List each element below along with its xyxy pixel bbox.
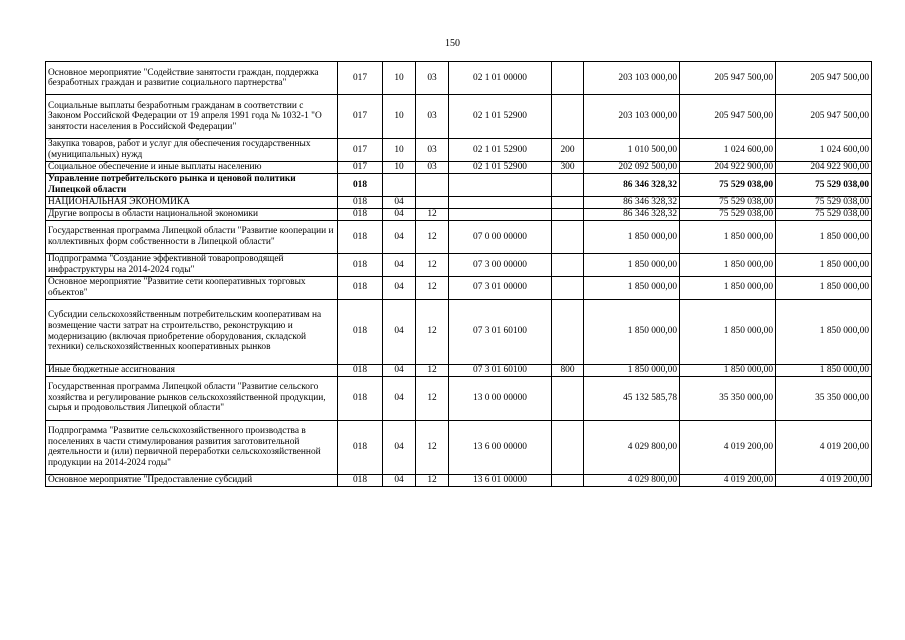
cell-sum-year1: 45 132 585,78 — [584, 376, 680, 420]
cell-grbs: 018 — [338, 220, 383, 253]
cell-target-article: 07 3 01 60100 — [449, 299, 552, 364]
cell-sum-year2: 75 529 038,00 — [680, 208, 776, 220]
cell-subsection: 12 — [416, 299, 449, 364]
cell-sum-year2: 1 850 000,00 — [680, 299, 776, 364]
cell-sum-year3: 205 947 500,00 — [776, 95, 872, 139]
cell-sum-year1: 202 092 500,00 — [584, 161, 680, 173]
budget-table — [45, 61, 872, 487]
cell-grbs: 017 — [338, 95, 383, 139]
cell-sum-year1: 1 850 000,00 — [584, 299, 680, 364]
cell-subsection: 03 — [416, 95, 449, 139]
cell-expense-type — [552, 254, 584, 277]
cell-section — [383, 173, 416, 196]
cell-sum-year2: 1 850 000,00 — [680, 254, 776, 277]
cell-name: Основное мероприятие "Содействие занятости граждан, поддержка безработных граждан и развитие социального партнерства" — [46, 62, 338, 95]
cell-sum-year3: 1 850 000,00 — [776, 364, 872, 376]
cell-target-article: 07 0 00 00000 — [449, 220, 552, 253]
cell-section: 04 — [383, 220, 416, 253]
cell-section: 10 — [383, 95, 416, 139]
cell-expense-type — [552, 420, 584, 475]
cell-sum-year1: 203 103 000,00 — [584, 62, 680, 95]
cell-target-article — [449, 173, 552, 196]
cell-sum-year3: 4 019 200,00 — [776, 475, 872, 487]
cell-sum-year1: 4 029 800,00 — [584, 475, 680, 487]
cell-name: Социальное обеспечение и иные выплаты населению — [46, 161, 338, 173]
cell-target-article — [449, 208, 552, 220]
cell-sum-year3: 1 024 600,00 — [776, 139, 872, 162]
cell-expense-type — [552, 220, 584, 253]
table-row — [46, 420, 872, 475]
table-row — [46, 299, 872, 364]
cell-name: Основное мероприятие "Развитие сети кооперативных торговых объектов" — [46, 276, 338, 299]
cell-expense-type: 300 — [552, 161, 584, 173]
cell-expense-type — [552, 376, 584, 420]
cell-grbs: 018 — [338, 364, 383, 376]
cell-grbs: 018 — [338, 376, 383, 420]
cell-expense-type — [552, 62, 584, 95]
cell-sum-year2: 4 019 200,00 — [680, 420, 776, 475]
cell-section: 04 — [383, 475, 416, 487]
cell-sum-year2: 1 850 000,00 — [680, 276, 776, 299]
cell-subsection: 03 — [416, 62, 449, 95]
cell-sum-year1: 203 103 000,00 — [584, 95, 680, 139]
cell-sum-year2: 204 922 900,00 — [680, 161, 776, 173]
table-row — [46, 208, 872, 220]
cell-grbs: 018 — [338, 254, 383, 277]
cell-sum-year1: 1 850 000,00 — [584, 220, 680, 253]
cell-grbs: 017 — [338, 161, 383, 173]
cell-expense-type — [552, 208, 584, 220]
cell-target-article: 13 0 00 00000 — [449, 376, 552, 420]
cell-target-article: 02 1 01 52900 — [449, 95, 552, 139]
cell-sum-year2: 1 850 000,00 — [680, 220, 776, 253]
cell-subsection: 12 — [416, 475, 449, 487]
cell-section: 10 — [383, 161, 416, 173]
cell-subsection — [416, 196, 449, 208]
cell-sum-year1: 1 850 000,00 — [584, 276, 680, 299]
cell-expense-type — [552, 95, 584, 139]
cell-subsection: 12 — [416, 208, 449, 220]
table-row — [46, 376, 872, 420]
cell-sum-year2: 205 947 500,00 — [680, 62, 776, 95]
cell-sum-year3: 75 529 038,00 — [776, 208, 872, 220]
cell-name: Закупка товаров, работ и услуг для обеспечения государственных (муниципальных) нужд — [46, 139, 338, 162]
cell-subsection: 12 — [416, 420, 449, 475]
cell-sum-year1: 1 850 000,00 — [584, 364, 680, 376]
cell-subsection: 12 — [416, 364, 449, 376]
cell-name: Управление потребительского рынка и ценовой политики Липецкой области — [46, 173, 338, 196]
cell-grbs: 018 — [338, 208, 383, 220]
table-row — [46, 475, 872, 487]
cell-section: 04 — [383, 364, 416, 376]
cell-sum-year1: 1 010 500,00 — [584, 139, 680, 162]
table-row — [46, 276, 872, 299]
cell-sum-year1: 86 346 328,32 — [584, 208, 680, 220]
cell-subsection: 12 — [416, 376, 449, 420]
cell-sum-year3: 205 947 500,00 — [776, 62, 872, 95]
cell-section: 04 — [383, 420, 416, 475]
table-row — [46, 139, 872, 162]
cell-grbs: 017 — [338, 62, 383, 95]
cell-target-article: 02 1 01 00000 — [449, 62, 552, 95]
cell-expense-type — [552, 173, 584, 196]
cell-sum-year2: 1 024 600,00 — [680, 139, 776, 162]
cell-sum-year1: 86 346 328,32 — [584, 196, 680, 208]
cell-expense-type — [552, 299, 584, 364]
budget-table-body — [46, 62, 872, 487]
cell-grbs: 018 — [338, 173, 383, 196]
cell-section: 04 — [383, 208, 416, 220]
cell-sum-year1: 1 850 000,00 — [584, 254, 680, 277]
cell-name: Иные бюджетные ассигнования — [46, 364, 338, 376]
cell-name: НАЦИОНАЛЬНАЯ ЭКОНОМИКА — [46, 196, 338, 208]
cell-grbs: 018 — [338, 276, 383, 299]
cell-section: 04 — [383, 196, 416, 208]
table-row — [46, 62, 872, 95]
cell-name: Подпрограмма "Развитие сельскохозяйственного производства в поселениях в части стимулирования развития заготовительной деятельности и (или) первичной переработки сельскохозяйственной продукции на 2014-2024 годы" — [46, 420, 338, 475]
cell-sum-year3: 1 850 000,00 — [776, 254, 872, 277]
cell-subsection: 03 — [416, 161, 449, 173]
cell-section: 04 — [383, 376, 416, 420]
cell-expense-type — [552, 196, 584, 208]
cell-sum-year2: 35 350 000,00 — [680, 376, 776, 420]
cell-sum-year2: 4 019 200,00 — [680, 475, 776, 487]
cell-target-article: 13 6 00 00000 — [449, 420, 552, 475]
cell-expense-type — [552, 276, 584, 299]
cell-target-article — [449, 196, 552, 208]
cell-sum-year3: 75 529 038,00 — [776, 196, 872, 208]
cell-sum-year2: 75 529 038,00 — [680, 196, 776, 208]
cell-name: Основное мероприятие "Предоставление субсидий — [46, 475, 338, 487]
cell-target-article: 07 3 00 00000 — [449, 254, 552, 277]
cell-target-article: 13 6 01 00000 — [449, 475, 552, 487]
cell-expense-type — [552, 475, 584, 487]
cell-sum-year3: 204 922 900,00 — [776, 161, 872, 173]
cell-sum-year3: 1 850 000,00 — [776, 299, 872, 364]
cell-target-article: 07 3 01 60100 — [449, 364, 552, 376]
cell-target-article: 02 1 01 52900 — [449, 161, 552, 173]
cell-target-article: 02 1 01 52900 — [449, 139, 552, 162]
cell-name: Государственная программа Липецкой области "Развитие сельского хозяйства и регулирование рынков сельскохозяйственной продукции, сырья и продовольствия Липецкой области" — [46, 376, 338, 420]
cell-subsection — [416, 173, 449, 196]
cell-subsection: 12 — [416, 220, 449, 253]
cell-sum-year3: 75 529 038,00 — [776, 173, 872, 196]
cell-subsection: 03 — [416, 139, 449, 162]
table-row — [46, 220, 872, 253]
cell-section: 10 — [383, 62, 416, 95]
page-number: 150 — [445, 38, 460, 49]
table-row — [46, 254, 872, 277]
cell-section: 04 — [383, 254, 416, 277]
cell-name: Субсидии сельскохозяйственным потребительским кооперативам на возмещение части затрат на строительство, реконструкцию и модернизацию (включая приобретение оборудования, складской техники) сельскохозяйственных кооперативных рынков — [46, 299, 338, 364]
table-row — [46, 161, 872, 173]
cell-target-article: 07 3 01 00000 — [449, 276, 552, 299]
cell-name: Государственная программа Липецкой области "Развитие кооперации и коллективных форм собственности в Липецкой области" — [46, 220, 338, 253]
table-row — [46, 196, 872, 208]
table-row — [46, 173, 872, 196]
table-row — [46, 364, 872, 376]
cell-expense-type: 800 — [552, 364, 584, 376]
cell-name: Другие вопросы в области национальной экономики — [46, 208, 338, 220]
cell-name: Подпрограмма "Создание эффективной товаропроводящей инфраструктуры на 2014-2024 годы" — [46, 254, 338, 277]
cell-sum-year3: 4 019 200,00 — [776, 420, 872, 475]
cell-name: Социальные выплаты безработным гражданам в соответствии с Законом Российской Федерации от 19 апреля 1991 года № 1032-1 "О занятости населения в Российской Федерации" — [46, 95, 338, 139]
cell-grbs: 017 — [338, 139, 383, 162]
cell-subsection: 12 — [416, 254, 449, 277]
cell-section: 10 — [383, 139, 416, 162]
cell-sum-year3: 1 850 000,00 — [776, 276, 872, 299]
cell-expense-type: 200 — [552, 139, 584, 162]
cell-sum-year3: 35 350 000,00 — [776, 376, 872, 420]
cell-sum-year2: 205 947 500,00 — [680, 95, 776, 139]
cell-sum-year1: 86 346 328,32 — [584, 173, 680, 196]
cell-grbs: 018 — [338, 299, 383, 364]
table-row — [46, 95, 872, 139]
cell-grbs: 018 — [338, 196, 383, 208]
cell-sum-year2: 75 529 038,00 — [680, 173, 776, 196]
cell-subsection: 12 — [416, 276, 449, 299]
cell-grbs: 018 — [338, 420, 383, 475]
cell-sum-year2: 1 850 000,00 — [680, 364, 776, 376]
cell-sum-year1: 4 029 800,00 — [584, 420, 680, 475]
cell-section: 04 — [383, 276, 416, 299]
cell-section: 04 — [383, 299, 416, 364]
cell-grbs: 018 — [338, 475, 383, 487]
cell-sum-year3: 1 850 000,00 — [776, 220, 872, 253]
